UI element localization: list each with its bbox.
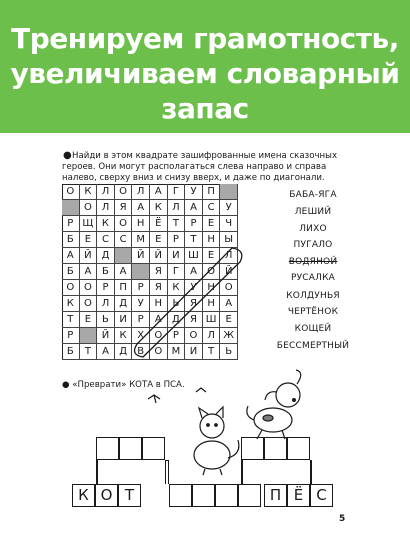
grid-cell[interactable]: Д — [168, 312, 186, 328]
title-line-3: запас — [161, 92, 249, 125]
grid-cell[interactable]: Л — [97, 184, 115, 200]
grid-cell[interactable]: Р — [62, 328, 80, 344]
grid-cell[interactable]: Д — [115, 344, 133, 360]
butterfly-icon-left — [148, 395, 160, 403]
letter-box: П — [264, 484, 287, 507]
word-list-item: БАБА-ЯГА — [289, 190, 337, 200]
grid-cell[interactable]: Г — [168, 184, 186, 200]
grid-cell[interactable]: Р — [185, 216, 203, 232]
ladder-connector — [165, 460, 169, 484]
grid-cell[interactable]: А — [80, 264, 98, 280]
letter-box: Т — [118, 484, 141, 507]
grid-cell[interactable]: Н — [203, 296, 221, 312]
word-list-item: ЧЕРТЁНОК — [287, 307, 339, 317]
grid-cell[interactable]: Л — [203, 328, 221, 344]
grid-cell[interactable]: С — [97, 232, 115, 248]
grid-cell[interactable]: Ь — [97, 312, 115, 328]
task2-quote: «Преврати» — [72, 380, 127, 390]
grid-cell[interactable]: О — [185, 328, 203, 344]
task2-bullet-icon: ● — [62, 380, 73, 390]
word-list-item: КОЛДУНЬЯ — [286, 291, 340, 301]
grid-cell[interactable]: Ь — [168, 296, 186, 312]
grid-cell[interactable]: О — [80, 280, 98, 296]
grid-cell[interactable]: Р — [97, 280, 115, 296]
grid-cell[interactable]: У — [185, 280, 203, 296]
title-line-1: Тренируем грамотность, — [11, 22, 399, 55]
word-list-item: ПУГАЛО — [293, 240, 333, 250]
empty-letter-box[interactable] — [169, 484, 192, 507]
word-list-item: КОЩЕЙ — [294, 324, 332, 334]
grid-cell[interactable]: М — [132, 232, 150, 248]
grid-cell[interactable]: О — [150, 344, 168, 360]
grid-cell[interactable]: Я — [150, 280, 168, 296]
grid-cell[interactable]: Ё — [150, 216, 168, 232]
grid-cell[interactable]: К — [62, 296, 80, 312]
word-list-item: ЛЕШИЙ — [294, 207, 332, 217]
grid-cell[interactable]: К — [97, 216, 115, 232]
page-number: 5 — [339, 514, 346, 524]
grid-cell[interactable]: О — [150, 328, 168, 344]
grid-cell[interactable]: У — [220, 200, 238, 216]
grid-cell[interactable]: У — [185, 184, 203, 200]
grid-cell[interactable]: Ч — [220, 216, 238, 232]
empty-letter-box[interactable] — [142, 437, 165, 460]
grid-cell[interactable]: С — [115, 232, 133, 248]
empty-letter-box[interactable] — [96, 437, 119, 460]
grid-cell[interactable]: Д — [115, 296, 133, 312]
grid-cell[interactable]: В — [132, 344, 150, 360]
grid-cell[interactable]: Т — [62, 312, 80, 328]
grid-cell[interactable]: К — [150, 200, 168, 216]
grid-cell[interactable]: Б — [97, 264, 115, 280]
grid-cell[interactable]: О — [80, 200, 98, 216]
grid-cell[interactable]: Й — [80, 248, 98, 264]
grid-cell[interactable]: О — [115, 184, 133, 200]
grid-cell[interactable]: А — [150, 184, 168, 200]
grid-cell[interactable]: Т — [168, 216, 186, 232]
empty-letter-box[interactable] — [238, 484, 261, 507]
grid-cell[interactable]: Е — [203, 216, 221, 232]
empty-letter-box[interactable] — [241, 437, 264, 460]
grid-cell[interactable]: Л — [132, 184, 150, 200]
word-list-item: ВОДЯНОЙ — [288, 257, 338, 267]
letter-box: О — [95, 484, 118, 507]
grid-cell[interactable]: Х — [132, 328, 150, 344]
grid-cell[interactable]: Й — [150, 248, 168, 264]
grid-cell[interactable]: Я — [185, 312, 203, 328]
grid-cell[interactable]: Б — [62, 264, 80, 280]
grid-cell[interactable]: О — [115, 216, 133, 232]
grid-cell[interactable]: Е — [220, 312, 238, 328]
empty-letter-box[interactable] — [287, 437, 310, 460]
grid-cell[interactable]: Щ — [80, 216, 98, 232]
grid-cell[interactable]: Л — [97, 200, 115, 216]
grid-cell[interactable]: Ш — [185, 248, 203, 264]
grid-cell[interactable]: О — [80, 296, 98, 312]
word-list-item: ЛИХО — [299, 224, 327, 234]
empty-letter-box[interactable] — [215, 484, 238, 507]
grid-cell[interactable]: Н — [150, 296, 168, 312]
grid-cell[interactable]: Р — [132, 280, 150, 296]
grid-cell[interactable]: Я — [185, 296, 203, 312]
word-list-item: РУСАЛКА — [290, 273, 336, 283]
grid-cell[interactable]: Й — [132, 248, 150, 264]
grid-cell[interactable]: Е — [80, 232, 98, 248]
grid-cell[interactable]: Д — [97, 248, 115, 264]
grid-cell[interactable]: Т — [80, 344, 98, 360]
letter-box: С — [310, 484, 333, 507]
empty-letter-box[interactable] — [119, 437, 142, 460]
grid-cell[interactable]: Л — [220, 248, 238, 264]
grid-cell[interactable]: Р — [132, 312, 150, 328]
grid-cell[interactable]: Л — [97, 296, 115, 312]
grid-cell[interactable]: А — [62, 248, 80, 264]
grid-cell[interactable]: Ж — [220, 328, 238, 344]
grid-cell[interactable]: Н — [203, 280, 221, 296]
grid-cell[interactable]: И — [168, 248, 186, 264]
cat-icon — [194, 407, 239, 475]
title-line-2: увеличиваем словарный — [10, 57, 400, 90]
task1-text: Найди в этом квадрате зашифрованные имена сказочных героев. Они могут располагаться слева направо и справа налево, сверху вниз и снизу вверх, и даже по диагонали. — [62, 151, 338, 183]
grid-cell[interactable]: О — [62, 280, 80, 296]
grid-cell[interactable]: А — [97, 344, 115, 360]
grid-cell[interactable]: Е — [80, 312, 98, 328]
grid-cell[interactable]: О — [220, 280, 238, 296]
grid-cell[interactable]: Я — [150, 264, 168, 280]
grid-cell[interactable]: Н — [203, 232, 221, 248]
letter-box: Ё — [287, 484, 310, 507]
grid-cell[interactable]: А — [132, 200, 150, 216]
grid-cell[interactable]: Б — [62, 344, 80, 360]
empty-letter-box[interactable] — [192, 484, 215, 507]
grid-cell[interactable]: Ш — [203, 312, 221, 328]
letter-box: К — [72, 484, 95, 507]
bullet-icon: ● — [63, 150, 72, 161]
grid-cell[interactable]: Б — [62, 232, 80, 248]
word-list-item: БЕССМЕРТНЫЙ — [276, 341, 350, 351]
grid-cell[interactable]: У — [132, 296, 150, 312]
grid-cell[interactable]: О — [203, 264, 221, 280]
grid-cell[interactable]: О — [62, 184, 80, 200]
grid-cell[interactable]: Ь — [220, 344, 238, 360]
grid-cell[interactable]: Р — [168, 232, 186, 248]
grid-cell[interactable]: Я — [115, 200, 133, 216]
grid-cell[interactable]: Т — [185, 232, 203, 248]
grid-cell[interactable]: Ы — [220, 232, 238, 248]
grid-cell[interactable]: К — [115, 328, 133, 344]
ladder-connector — [310, 460, 312, 484]
grid-cell[interactable]: П — [115, 280, 133, 296]
grid-cell[interactable]: И — [115, 312, 133, 328]
grid-cell[interactable]: К — [168, 280, 186, 296]
grid-cell[interactable]: А — [150, 312, 168, 328]
grid-cell[interactable]: Л — [168, 200, 186, 216]
grid-cell[interactable]: А — [185, 200, 203, 216]
grid-cell[interactable]: Й — [97, 328, 115, 344]
grid-cell[interactable]: А — [115, 264, 133, 280]
grid-cell[interactable]: И — [185, 344, 203, 360]
grid-cell[interactable]: Т — [203, 344, 221, 360]
butterfly-icon-right — [196, 388, 206, 392]
grid-cell[interactable]: Е — [203, 248, 221, 264]
grid-cell[interactable]: Н — [132, 216, 150, 232]
empty-letter-box[interactable] — [264, 437, 287, 460]
grid-cell[interactable]: К — [80, 184, 98, 200]
grid-cell[interactable]: А — [185, 264, 203, 280]
dog-icon — [247, 370, 301, 439]
ladder-connector — [96, 460, 98, 484]
grid-cell[interactable]: Р — [168, 328, 186, 344]
grid-cell[interactable]: С — [203, 200, 221, 216]
grid-cell[interactable]: А — [220, 296, 238, 312]
grid-cell[interactable]: П — [203, 184, 221, 200]
task2-text: КОТА в ПСА. — [126, 380, 185, 390]
grid-cell[interactable]: М — [168, 344, 186, 360]
grid-cell[interactable]: Г — [168, 264, 186, 280]
grid-cell[interactable]: Р — [62, 216, 80, 232]
grid-cell[interactable]: Е — [150, 232, 168, 248]
grid-cell[interactable]: Й — [220, 264, 238, 280]
ladder-connector — [241, 460, 243, 484]
